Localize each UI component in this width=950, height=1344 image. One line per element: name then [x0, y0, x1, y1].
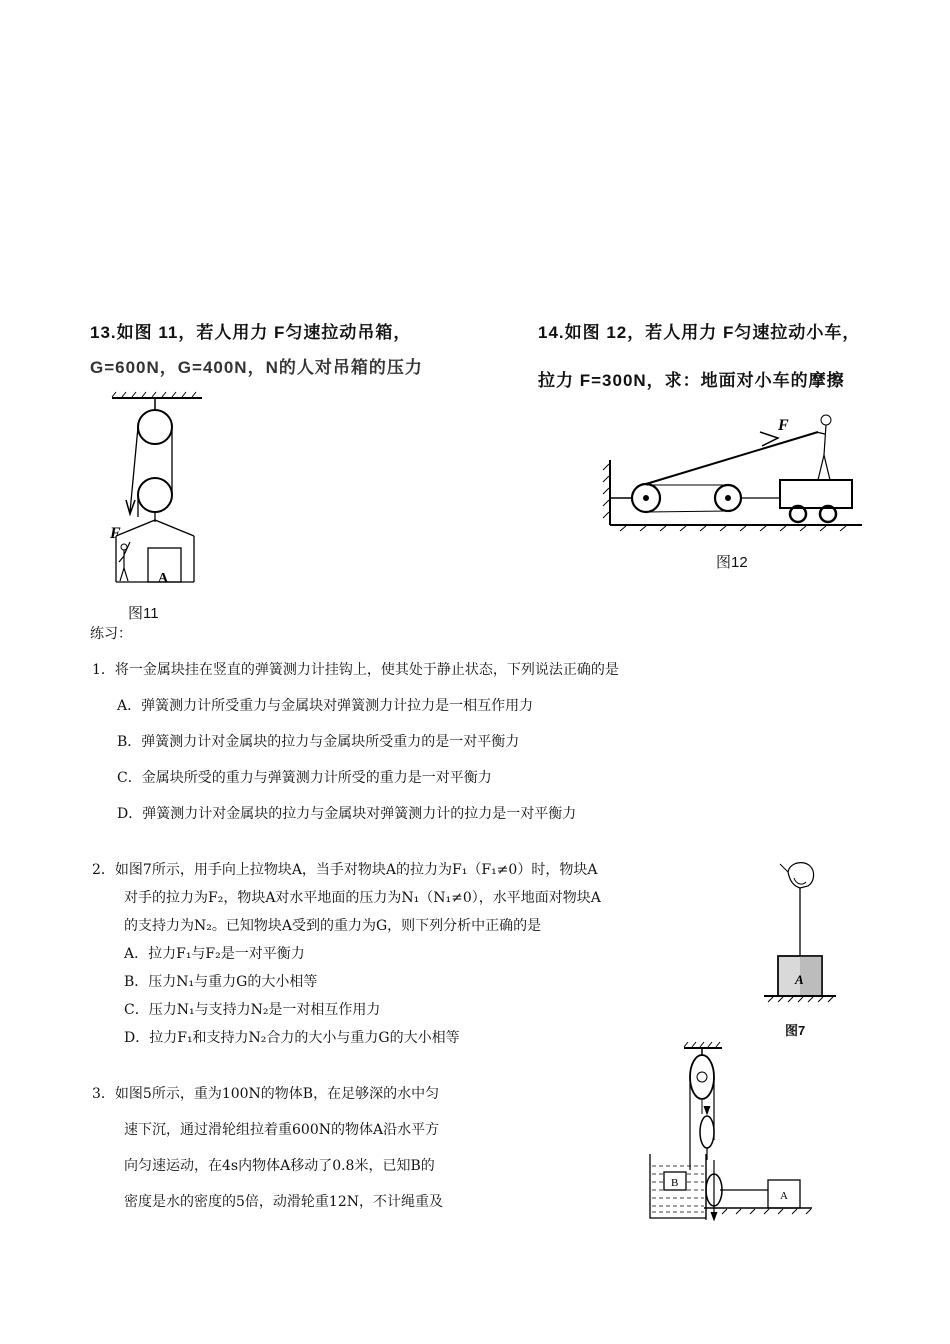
- q2-option-a: A．拉力F₁与F₂是一对平衡力: [124, 946, 305, 962]
- fig12-force-label: F: [778, 417, 789, 434]
- fig12-caption: 图12: [716, 554, 748, 571]
- q2-line-2: 对手的拉力为F₂，物块A对水平地面的压力为N₁（N₁≠0），水平地面对物块A: [124, 890, 601, 906]
- q2-option-c: C．压力N₁与支持力N₂是一对相互作用力: [124, 1002, 381, 1018]
- q1-option-c: C．金属块所受的重力与弹簧测力计所受的重力是一对平衡力: [117, 770, 492, 786]
- q3-line-2: 速下沉，通过滑轮组拉着重600N的物体A沿水平方: [124, 1122, 440, 1138]
- fig5-label-b: B: [671, 1177, 679, 1189]
- q13-cut-text: G=600N，G=400N，N的人对吊箱的压力: [90, 358, 423, 377]
- practice-heading: 练习：: [90, 626, 132, 642]
- q13-cut-line: [90, 358, 470, 377]
- q1-stem: 1．将一金属块挂在竖直的弹簧测力计挂钩上，使其处于静止状态，下列说法正确的是: [92, 662, 619, 678]
- q3-line-4: 密度是水的密度的5倍，动滑轮重12N，不计绳重及: [124, 1194, 443, 1210]
- q2-option-b: B．压力N₁与重力G的大小相等: [124, 974, 318, 990]
- figure-12: [600, 410, 870, 540]
- q2-line-3: 的支持力为N₂。已知物块A受到的重力为G，则下列分析中正确的是: [124, 918, 542, 934]
- fig11-force-label: F: [110, 525, 121, 542]
- q3-line-1: 3．如图5所示，重为100N的物体B，在足够深的水中匀: [92, 1086, 440, 1102]
- q1-option-a: A．弹簧测力计所受重力与金属块对弹簧测力计拉力是一相互作用力: [117, 698, 534, 714]
- figure-11: [100, 392, 220, 592]
- q14-title: 14.如图 12，若人用力 F匀速拉动小车，: [538, 323, 861, 342]
- fig7-caption: 图7: [785, 1023, 806, 1038]
- figure-7: [760, 860, 840, 1005]
- q1-option-d: D．弹簧测力计对金属块的拉力与金属块对弹簧测力计的拉力是一对平衡力: [117, 806, 577, 822]
- figure-5: [640, 1042, 820, 1227]
- q2-line-1: 2．如图7所示，用手向上拉物块A，当手对物块A的拉力为F₁（F₁≠0）时，物块A: [92, 862, 598, 878]
- fig11-box-label: A: [158, 571, 169, 586]
- fig11-caption: 图11: [128, 605, 159, 622]
- fig7-label: A: [795, 972, 804, 987]
- q14-line2: 拉力 F=300N，求：地面对小车的摩擦: [538, 371, 845, 390]
- q13-title: 13.如图 11，若人用力 F匀速拉动吊箱，: [90, 323, 412, 342]
- q2-option-d: D．拉力F₁和支持力N₂合力的大小与重力G的大小相等: [124, 1030, 460, 1046]
- fig5-label-a: A: [780, 1190, 788, 1202]
- q3-line-3: 向匀速运动，在4s内物体A移动了0.8米，已知B的: [124, 1158, 435, 1174]
- q1-option-b: B．弹簧测力计对金属块的拉力与金属块所受重力的是一对平衡力: [117, 734, 520, 750]
